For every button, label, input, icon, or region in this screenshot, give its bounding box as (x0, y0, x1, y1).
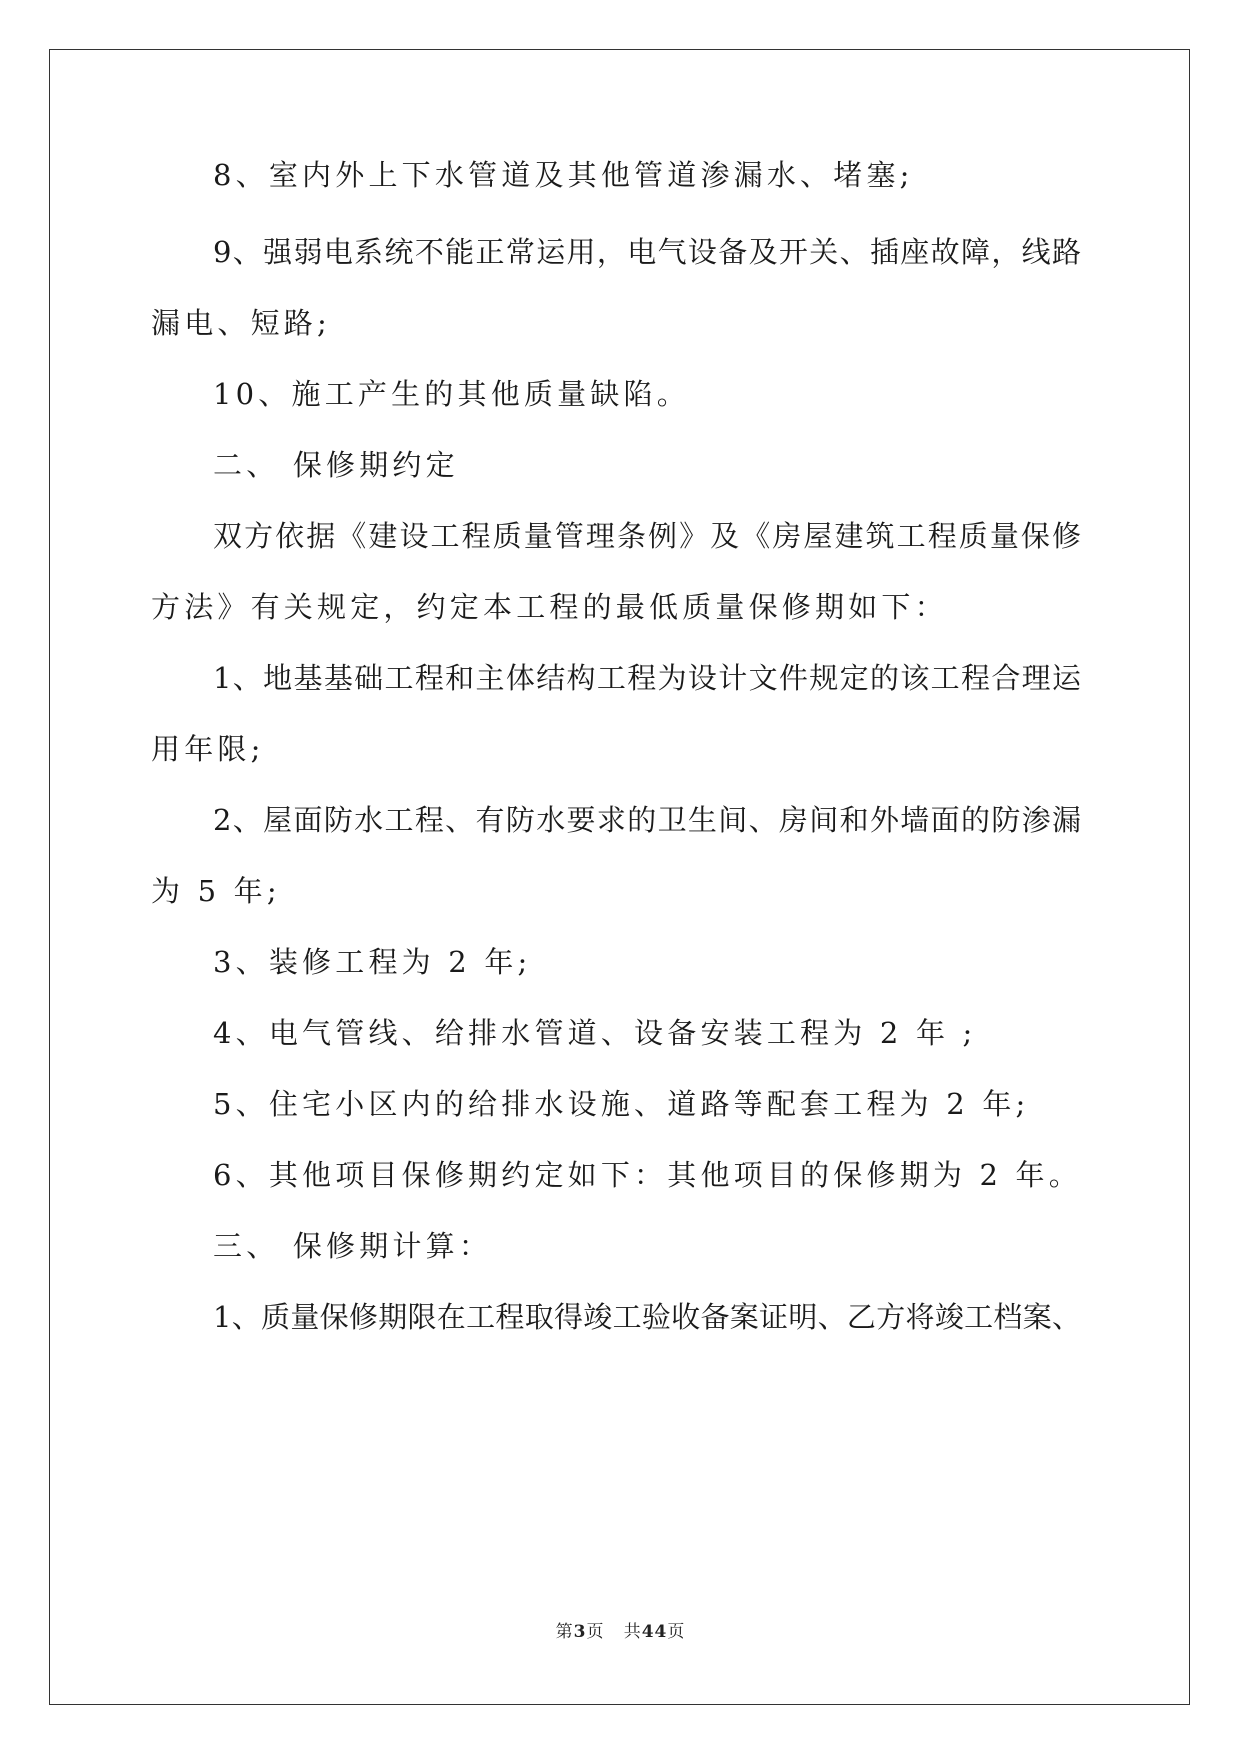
total-pages: 44 (641, 1622, 668, 1642)
paragraph-term-1-line-2: 用年限; (151, 732, 265, 766)
paragraph-basis-line-2: 方法》有关规定，约定本工程的最低质量保修期如下： (151, 590, 948, 624)
paragraph-term-4: 4、电气管线、给排水管道、设备安装工程为 2 年 ; (213, 1016, 977, 1050)
section-heading-2: 二、 保修期约定 (213, 448, 459, 482)
section-heading-3: 三、 保修期计算： (213, 1229, 493, 1263)
total-prefix: 共 (623, 1622, 642, 1642)
page-prefix: 第 (555, 1622, 574, 1642)
page-number: 3 (573, 1622, 587, 1642)
paragraph-basis-line-1: 双方依据《建设工程质量管理条例》及《房屋建筑工程质量保修 (213, 519, 1081, 553)
paragraph-term-2-line-2: 为 5 年; (151, 874, 281, 908)
paragraph-item-9-line-2: 漏电、短路; (151, 306, 331, 340)
paragraph-item-8: 8、室内外上下水管道及其他管道渗漏水、堵塞; (213, 158, 914, 192)
paragraph-item-9-line-1: 9、强弱电系统不能正常运用，电气设备及开关、插座故障，线路 (213, 235, 1081, 269)
paragraph-term-6: 6、其他项目保修期约定如下：其他项目的保修期为 2 年。 (213, 1158, 1082, 1192)
paragraph-term-5: 5、住宅小区内的给排水设施、道路等配套工程为 2 年; (213, 1087, 1030, 1121)
total-suffix: 页 (667, 1622, 686, 1642)
paragraph-term-1-line-1: 1、地基基础工程和主体结构工程为设计文件规定的该工程合理运 (213, 661, 1081, 695)
paragraph-term-3: 3、装修工程为 2 年; (213, 945, 532, 979)
page-suffix: 页 (586, 1622, 605, 1642)
paragraph-term-2-line-1: 2、屋面防水工程、有防水要求的卫生间、房间和外墙面的防渗漏 (213, 803, 1081, 837)
page-footer (0, 1617, 1241, 1642)
paragraph-calc-1-line-1: 1、质量保修期限在工程取得竣工验收备案证明、乙方将竣工档案、 (213, 1300, 1081, 1334)
paragraph-item-10: 10、施工产生的其他质量缺陷。 (213, 377, 690, 411)
